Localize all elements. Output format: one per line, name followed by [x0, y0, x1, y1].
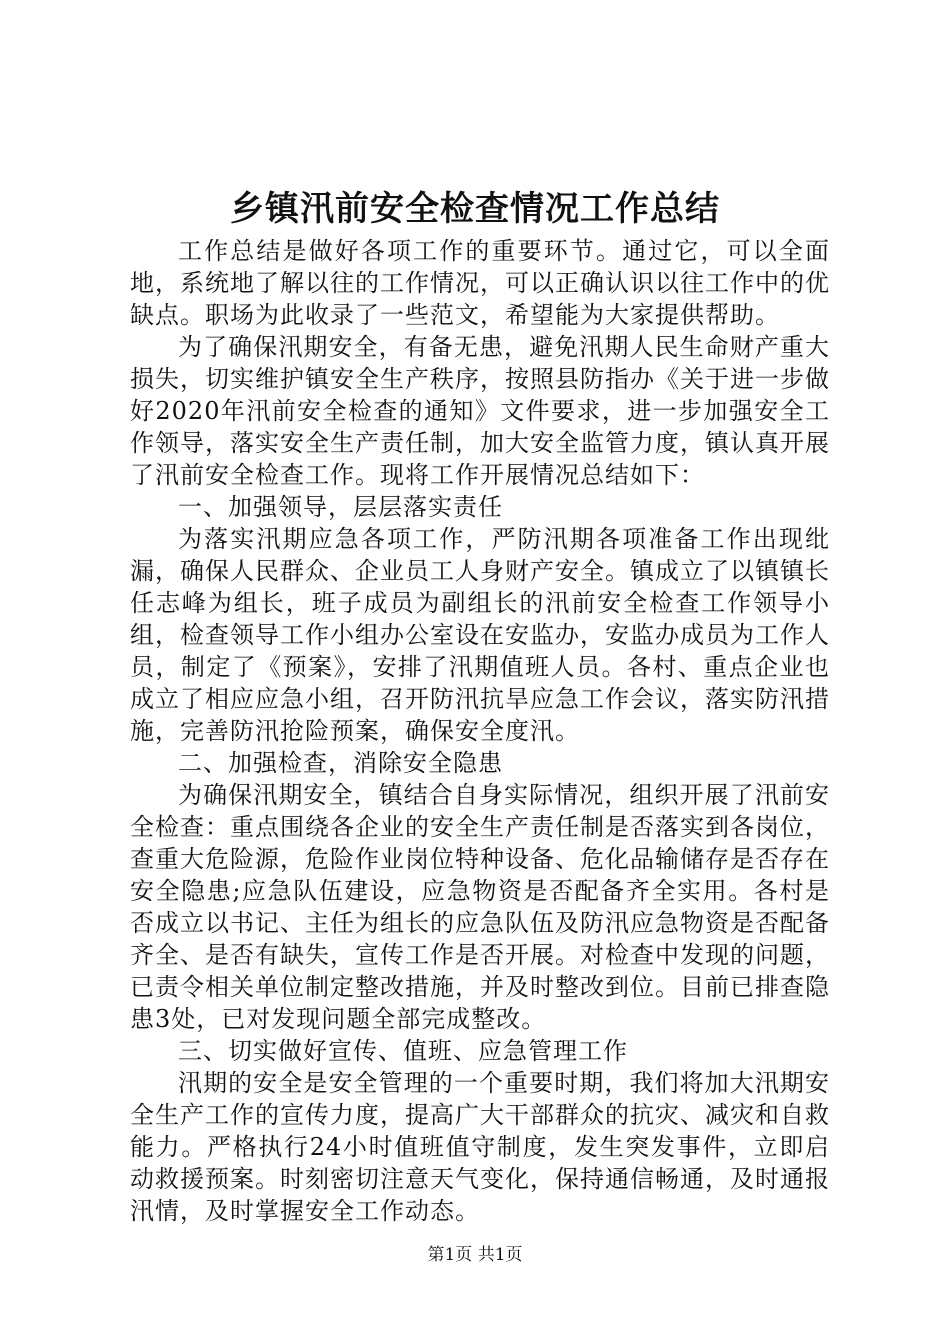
section-1-paragraph: 为落实汛期应急各项工作，严防汛期各项准备工作出现纰漏，确保人民群众、企业员工人身财产安全。镇成立了以镇镇长任志峰为组长，班子成员为副组长的汛前安全检查工作领导小组，检查领导工作小组办公室设在安监办，安监办成员为工作人员，制定了《预案》，安排了汛期值班人员。各村、重点企业也成立了相应应急小组，召开防汛抗旱应急工作会议，落实防汛措施，完善防汛抢险预案，确保安全度汛。 — [130, 525, 830, 745]
section-heading-1: 一、加强领导，层层落实责任 — [178, 493, 503, 521]
section-heading-2: 二、加强检查，消除安全隐患 — [178, 749, 503, 777]
page-number-footer: 第1页 共1页 — [427, 1245, 523, 1265]
section-2-paragraph: 为确保汛期安全，镇结合自身实际情况，组织开展了汛前安全检查：重点围绕各企业的安全生产责任制是否落实到各岗位，查重大危险源，危险作业岗位特种设备、危化品输储存是否存在安全隐患;应急队伍建设，应急物资是否配备齐全实用。各村是否成立以书记、主任为组长的应急队伍及防汛应急物资是否配备齐全、是否有缺失，宣传工作是否开展。对检查中发现的问题，已责令相关单位制定整改措施，并及时整改到位。目前已排查隐患3处，已对发现问题全部完成整改。 — [130, 781, 830, 1033]
document-body — [130, 235, 830, 1227]
background-paragraph: 为了确保汛期安全，有备无患，避免汛期人民生命财产重大损失，切实维护镇安全生产秩序，按照县防指办《关于进一步做好2020年汛前安全检查的通知》文件要求，进一步加强安全工作领导，落实安全生产责任制，加大安全监管力度，镇认真开展了汛前安全检查工作。现将工作开展情况总结如下： — [130, 333, 830, 489]
document-title: 乡镇汛前安全检查情况工作总结 — [230, 189, 720, 229]
intro-paragraph: 工作总结是做好各项工作的重要环节。通过它，可以全面地，系统地了解以往的工作情况，可以正确认识以往工作中的优缺点。职场为此收录了一些范文，希望能为大家提供帮助。 — [130, 237, 830, 329]
section-heading-3: 三、切实做好宣传、值班、应急管理工作 — [178, 1037, 628, 1065]
section-3-paragraph: 汛期的安全是安全管理的一个重要时期，我们将加大汛期安全生产工作的宣传力度，提高广大干部群众的抗灾、减灾和自救能力。严格执行24小时值班值守制度，发生突发事件，立即启动救援预案。时刻密切注意天气变化，保持通信畅通，及时通报汛情，及时掌握安全工作动态。 — [130, 1069, 830, 1225]
